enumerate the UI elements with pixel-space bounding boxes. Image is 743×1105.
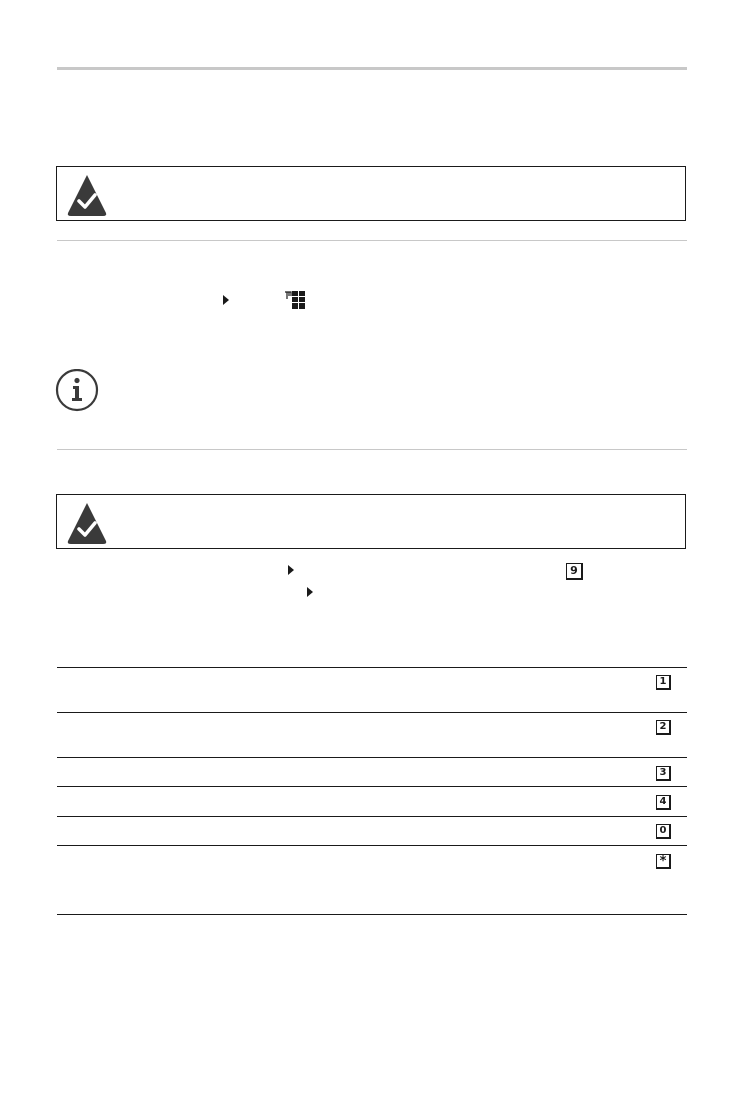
arrow-right-icon xyxy=(307,587,313,597)
prerequisite-box xyxy=(56,494,686,549)
key-9: 9 xyxy=(566,563,583,580)
checkmark-triangle-icon xyxy=(65,501,109,545)
table-rule xyxy=(57,667,687,668)
keypad-grid-icon xyxy=(284,290,306,310)
info-icon xyxy=(54,369,100,415)
table-rule xyxy=(57,816,687,817)
table-rule xyxy=(57,757,687,758)
arrow-right-icon xyxy=(223,295,229,305)
section-divider xyxy=(57,449,687,450)
key-4: 4 xyxy=(656,795,671,810)
table-rule xyxy=(57,786,687,787)
key-1: 1 xyxy=(656,675,671,690)
table-rule xyxy=(57,845,687,846)
key-star: * xyxy=(656,854,671,869)
table-rule xyxy=(57,712,687,713)
key-2: 2 xyxy=(656,720,671,735)
prerequisite-box xyxy=(56,166,686,221)
header-rule xyxy=(57,67,687,70)
section-divider xyxy=(57,240,687,241)
key-3: 3 xyxy=(656,766,671,781)
key-0: 0 xyxy=(656,824,671,839)
checkmark-triangle-icon xyxy=(65,173,109,217)
table-rule xyxy=(57,914,687,915)
arrow-right-icon xyxy=(288,565,294,575)
